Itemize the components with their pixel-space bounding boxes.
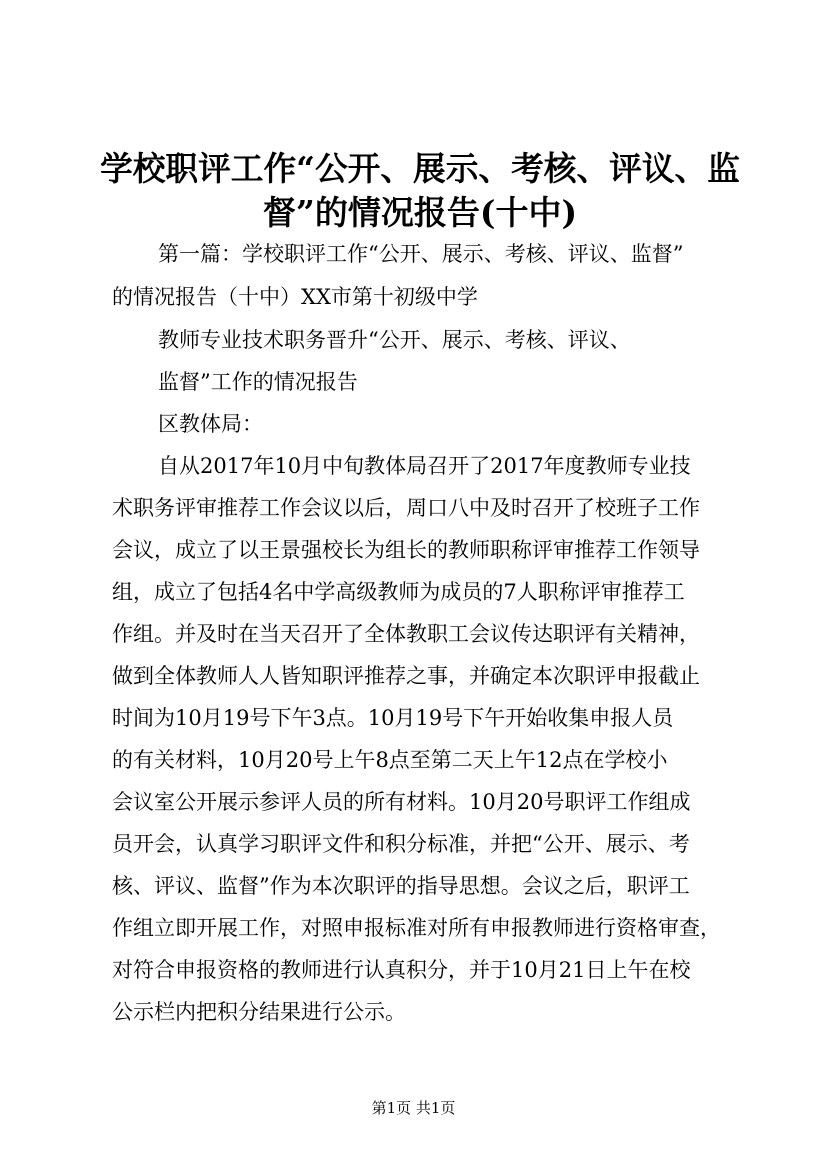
body-line: 作组。并及时在当天召开了全体教职工会议传达职评有关精神， [112, 622, 700, 646]
body-line: 组，成立了包括4名中学高级教师为成员的7人职称评审推荐工 [112, 580, 685, 604]
salutation: 区教体局： [158, 412, 263, 436]
body-line: 作组立即开展工作，对照申报标准对所有申报教师进行资格审查， [112, 916, 721, 940]
body-line: 员开会，认真学习职评文件和积分标准，并把“公开、展示、考 [112, 832, 690, 856]
body-line: 做到全体教师人人皆知职评推荐之事，并确定本次职评申报截止 [112, 664, 700, 688]
body-line: 核、评议、监督”作为本次职评的指导思想。会议之后，职评工 [112, 874, 690, 898]
body-line: 会议室公开展示参评人员的所有材料。10月20号职评工作组成 [112, 790, 691, 814]
body-line: 会议，成立了以王景强校长为组长的教师职称评审推荐工作领导 [112, 538, 700, 562]
body-line: 的情况报告（十中）XX市第十初级中学 [112, 285, 478, 309]
document-title-line-2: 督”的情况报告(十中) [262, 193, 578, 232]
body-line: 术职务评审推荐工作会议以后，周口八中及时召开了校班子工作 [112, 496, 700, 520]
body-line: 第一篇：学校职评工作“公开、展示、考核、评议、监督” [158, 242, 684, 266]
document-title-line-1: 学校职评工作“公开、展示、考核、评议、监 [100, 149, 740, 188]
body-line: 的有关材料，10月20号上午8点至第二天上午12点在学校小 [112, 748, 668, 772]
body-line: 对符合申报资格的教师进行认真积分，并于10月21日上午在校 [112, 958, 691, 982]
body-line: 监督”工作的情况报告 [158, 370, 358, 394]
body-line: 教师专业技术职务晋升“公开、展示、考核、评议、 [158, 328, 631, 352]
body-line: 自从2017年10月中旬教体局召开了2017年度教师专业技 [158, 454, 691, 478]
body-line: 时间为10月19号下午3点。10月19号下午开始收集申报人员 [112, 706, 674, 730]
page-footer: 第1页 共1页 [371, 1099, 456, 1117]
body-line: 公示栏内把积分结果进行公示。 [112, 1000, 406, 1024]
